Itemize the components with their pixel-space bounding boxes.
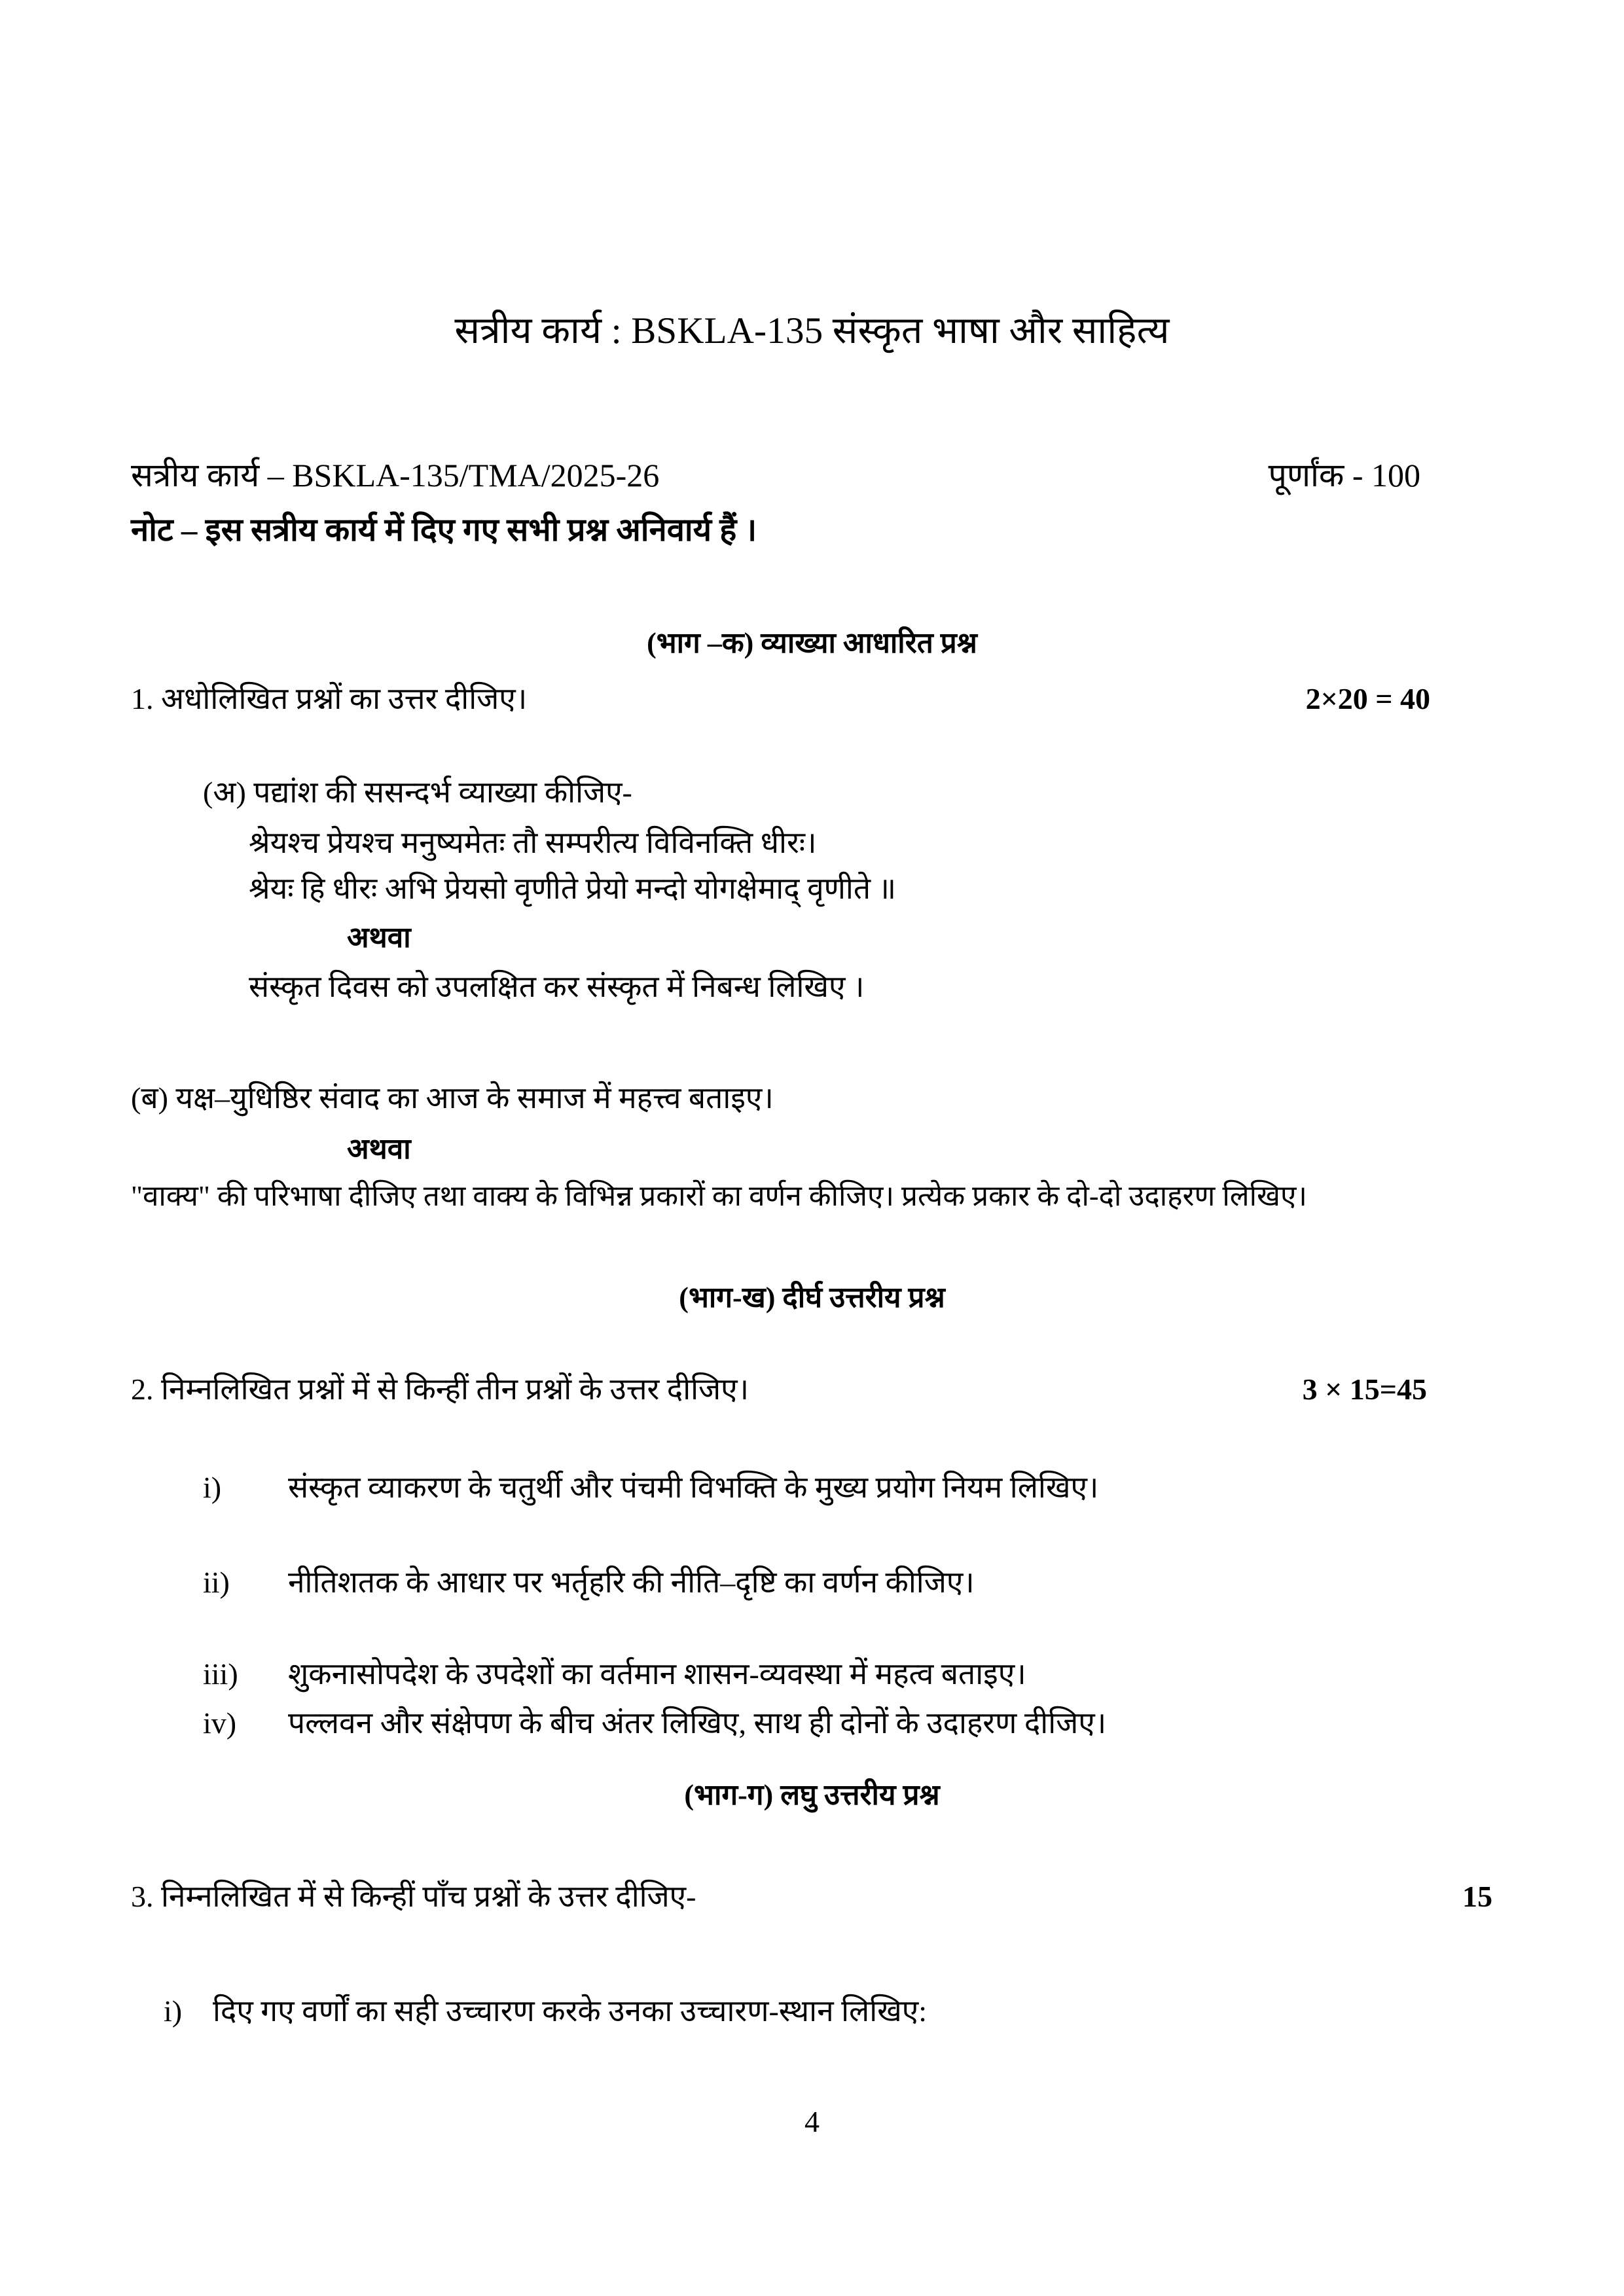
question-1b-label: (ब) यक्ष–युधिष्ठिर संवाद का आज के समाज में महत्त्व बताइए। [131,1081,774,1115]
page-title: सत्रीय कार्य : BSKLA-135 संस्कृत भाषा और साहित्य [454,310,1170,351]
instruction-note: नोट – इस सत्रीय कार्य में दिए गए सभी प्रश्न अनिवार्य हैं । [131,512,757,548]
list-item-text: नीतिशतक के आधार पर भर्तृहरि की नीति–दृष्टि का वर्णन कीजिए। [288,1566,975,1599]
list-item [203,1702,1499,1742]
list-item [164,1990,1499,2030]
question-2-text: 2. निम्नलिखित प्रश्नों में से किन्हीं तीन प्रश्नों के उत्तर दीजिए। [131,1372,749,1406]
question-1a-label: (अ) पद्यांश की ससन्दर्भ व्याख्या कीजिए- [203,776,632,809]
question-1b-or-separator: अथवा [347,1133,411,1165]
list-item-marker: ii) [203,1566,230,1599]
assignment-header [131,452,1499,496]
question-1a-verse-line-1: श्रेयश्च प्रेयश्च मनुष्यमेतः तौ सम्परीत्य विविनक्ति धीरः। [249,826,817,859]
list-item-text: पल्लवन और संक्षेपण के बीच अंतर लिखिए, साथ ही दोनों के उदाहरण दीजिए। [288,1706,1107,1740]
list-item-text: दिए गए वर्णों का सही उच्चारण करके उनका उच्चारण-स्थान लिखिए: [213,1994,927,2028]
page-number: 4 [804,2105,820,2138]
section-heading-part-c: (भाग-ग) लघु उत्तरीय प्रश्न [684,1779,940,1811]
list-item-marker: i) [164,1994,183,2028]
question-1a-alternative: संस्कृत दिवस को उपलक्षित कर संस्कृत में निबन्ध लिखिए । [249,970,865,1003]
question-3-row [131,1875,1499,1916]
question-1-marks: 2×20 = 40 [1305,682,1430,715]
list-item-marker: iv) [203,1706,237,1740]
question-1-text: 1. अधोलिखित प्रश्नों का उत्तर दीजिए। [131,682,528,715]
list-item-text: शुकनासोपदेश के उपदेशों का वर्तमान शासन-व्यवस्था में महत्व बताइए। [288,1657,1026,1691]
question-1b-alternative: "वाक्य" की परिभाषा दीजिए तथा वाक्य के विभिन्न प्रकारों का वर्णन कीजिए। प्रत्येक प्रकार के दो-दो उदाहरण लिखिए। [131,1180,1307,1212]
list-item [203,1653,1499,1693]
question-3-marks: 15 [1462,1880,1492,1913]
question-1-row [131,677,1499,718]
list-item-marker: i) [203,1471,222,1504]
section-heading-part-b: (भाग-ख) दीर्घ उत्तरीय प्रश्न [679,1282,945,1314]
assignment-code: सत्रीय कार्य – BSKLA-135/TMA/2025-26 [131,457,660,493]
question-2-marks: 3 × 15=45 [1302,1372,1427,1406]
list-item [203,1561,1499,1602]
full-marks: पूर्णांक - 100 [1268,457,1420,493]
list-item [203,1466,1499,1507]
list-item-text: संस्कृत व्याकरण के चतुर्थी और पंचमी विभक्ति के मुख्य प्रयोग नियम लिखिए। [288,1471,1099,1504]
list-item-marker: iii) [203,1657,238,1691]
question-2-row [131,1368,1499,1408]
question-1a-or-separator: अथवा [347,922,411,954]
question-1a-verse-line-2: श्रेयः हि धीरः अभि प्रेयसो वृणीते प्रेयो मन्दो योगक्षेमाद् वृणीते ॥ [249,872,897,905]
question-3-text: 3. निम्नलिखित में से किन्हीं पाँच प्रश्नों के उत्तर दीजिए- [131,1880,696,1913]
section-heading-part-a: (भाग –क) व्याख्या आधारित प्रश्न [647,627,977,659]
